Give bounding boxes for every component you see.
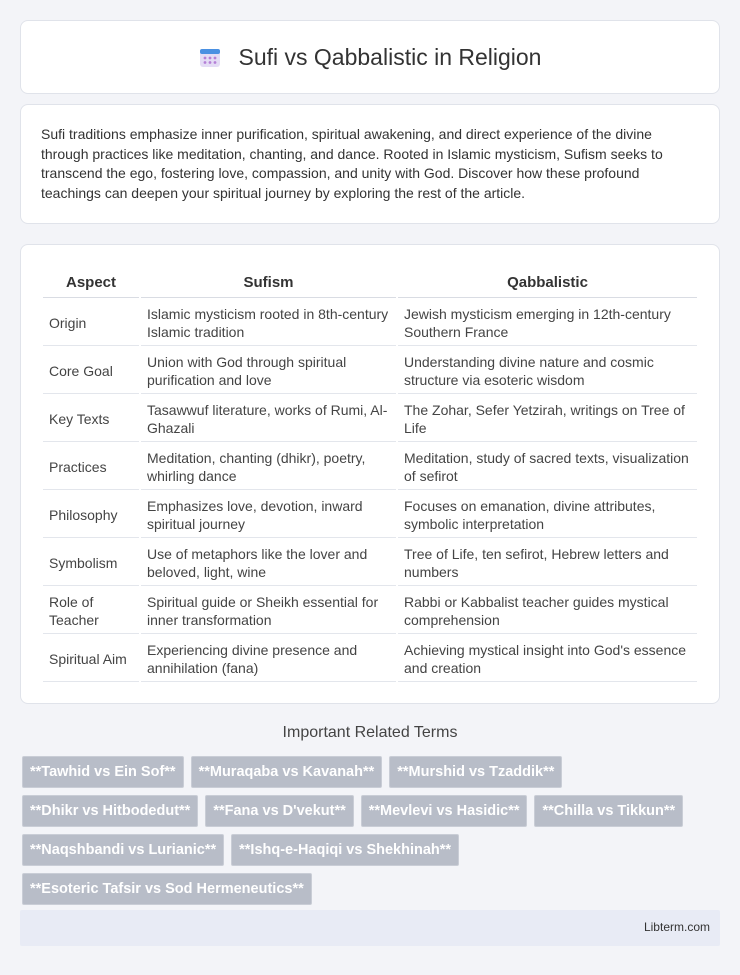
related-term-tag[interactable]: **Fana vs D'vekut**: [205, 795, 353, 827]
sufism-cell: Emphasizes love, devotion, inward spiritual journey: [141, 492, 396, 538]
intro-text: Sufi traditions emphasize inner purification, spiritual awakening, and direct experience of the divine through practices like meditation, chanting, and dance. Rooted in Islamic mysticism, Sufism seeks to transcend the ego, fostering love, compassion, and unity with God. Discover how these profound teachings can deepen your spiritual journey by exploring the rest of the article.: [41, 126, 663, 201]
qabbalistic-cell: Focuses on emanation, divine attributes, symbolic interpretation: [398, 492, 697, 538]
sufism-cell: Meditation, chanting (dhikr), poetry, whirling dance: [141, 444, 396, 490]
sufism-cell: Islamic mysticism rooted in 8th-century Islamic tradition: [141, 300, 396, 346]
footer: [20, 910, 720, 946]
column-header-aspect: Aspect: [43, 265, 139, 298]
related-terms-list: [22, 756, 722, 905]
aspect-cell: Role of Teacher: [43, 588, 139, 634]
intro-card: [20, 104, 720, 224]
table-row: [43, 300, 697, 346]
comparison-table: [41, 263, 699, 684]
table-row: [43, 444, 697, 490]
aspect-cell: Symbolism: [43, 540, 139, 586]
table-row: [43, 540, 697, 586]
related-term-tag[interactable]: **Mevlevi vs Hasidic**: [361, 795, 528, 827]
related-term-tag[interactable]: **Muraqaba vs Kavanah**: [191, 756, 383, 788]
sufism-cell: Spiritual guide or Sheikh essential for inner transformation: [141, 588, 396, 634]
column-header-qabbalistic: Qabbalistic: [398, 265, 697, 298]
aspect-cell: Origin: [43, 300, 139, 346]
related-terms-heading: Important Related Terms: [282, 724, 458, 741]
aspect-cell: Spiritual Aim: [43, 636, 139, 682]
table-row: [43, 348, 697, 394]
related-term-tag[interactable]: **Chilla vs Tikkun**: [534, 795, 683, 827]
sufism-cell: Union with God through spiritual purification and love: [141, 348, 396, 394]
qabbalistic-cell: Rabbi or Kabbalist teacher guides mystical comprehension: [398, 588, 697, 634]
column-header-sufism: Sufism: [141, 265, 396, 298]
sufism-cell: Use of metaphors like the lover and beloved, light, wine: [141, 540, 396, 586]
sufism-cell: Experiencing divine presence and annihilation (fana): [141, 636, 396, 682]
aspect-cell: Key Texts: [43, 396, 139, 442]
calendar-icon: [199, 46, 221, 68]
related-term-tag[interactable]: **Murshid vs Tzaddik**: [389, 756, 562, 788]
related-term-tag[interactable]: **Esoteric Tafsir vs Sod Hermeneutics**: [22, 873, 312, 905]
aspect-cell: Practices: [43, 444, 139, 490]
qabbalistic-cell: Jewish mysticism emerging in 12th-century Southern France: [398, 300, 697, 346]
comparison-card: [20, 244, 720, 704]
footer-site-link[interactable]: Libterm.com: [643, 920, 710, 934]
related-term-tag[interactable]: **Ishq-e-Haqiqi vs Shekhinah**: [231, 834, 459, 866]
qabbalistic-cell: Tree of Life, ten sefirot, Hebrew letters and numbers: [398, 540, 697, 586]
aspect-cell: Core Goal: [43, 348, 139, 394]
qabbalistic-cell: Achieving mystical insight into God's essence and creation: [398, 636, 697, 682]
related-term-tag[interactable]: **Naqshbandi vs Lurianic**: [22, 834, 224, 866]
table-header-row: [43, 265, 697, 298]
table-row: [43, 492, 697, 538]
related-term-tag[interactable]: **Dhikr vs Hitbodedut**: [22, 795, 198, 827]
page-title: Sufi vs Qabbalistic in Religion: [238, 43, 542, 70]
table-row: [43, 636, 697, 682]
aspect-cell: Philosophy: [43, 492, 139, 538]
qabbalistic-cell: Meditation, study of sacred texts, visualization of sefirot: [398, 444, 697, 490]
qabbalistic-cell: The Zohar, Sefer Yetzirah, writings on Tree of Life: [398, 396, 697, 442]
header-card: [20, 20, 720, 94]
related-term-tag[interactable]: **Tawhid vs Ein Sof**: [22, 756, 184, 788]
table-row: [43, 396, 697, 442]
qabbalistic-cell: Understanding divine nature and cosmic structure via esoteric wisdom: [398, 348, 697, 394]
sufism-cell: Tasawwuf literature, works of Rumi, Al-Ghazali: [141, 396, 396, 442]
table-row: [43, 588, 697, 634]
